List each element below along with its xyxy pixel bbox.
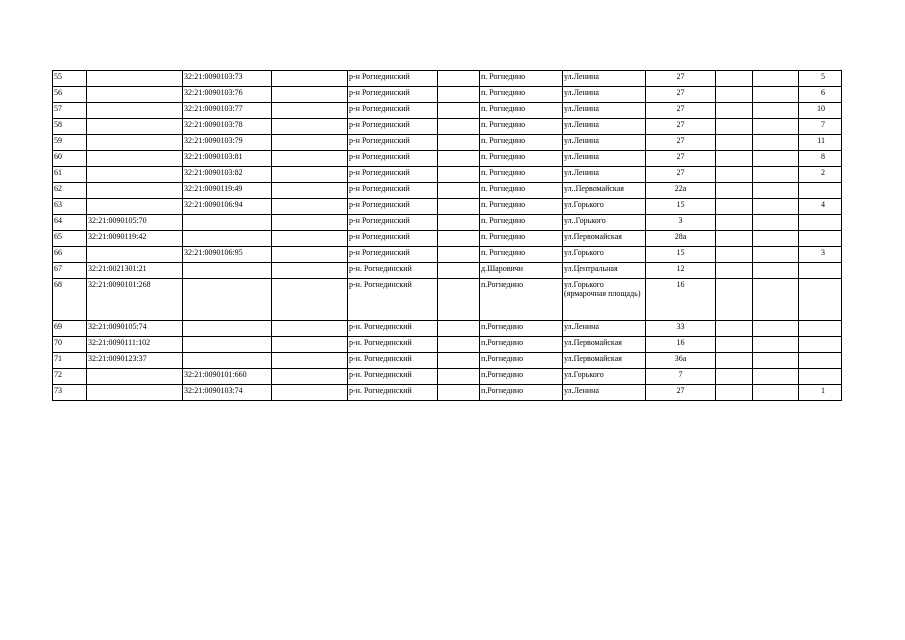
row-number-cell: 67 bbox=[53, 263, 87, 279]
street-cell: ул.Горького bbox=[563, 247, 646, 263]
cadastral-number-object-cell bbox=[183, 279, 272, 321]
apartment-number-cell bbox=[799, 263, 842, 279]
table-row bbox=[53, 183, 842, 199]
table-row bbox=[53, 337, 842, 353]
settlement-cell: д.Шаровичи bbox=[480, 263, 563, 279]
street-cell: ул.Горького bbox=[563, 369, 646, 385]
cadastral-number-land-cell: 32:21:0090111:102 bbox=[87, 337, 183, 353]
cadastral-number-land-cell bbox=[87, 151, 183, 167]
settlement-cell: п. Рогнедино bbox=[480, 199, 563, 215]
empty-cell bbox=[272, 247, 348, 263]
cadastral-number-object-cell: 32:21:0090103:76 bbox=[183, 87, 272, 103]
apartment-number-cell: 5 bbox=[799, 71, 842, 87]
settlement-cell: п.Рогнедино bbox=[480, 279, 563, 321]
street-cell: ул..Горького bbox=[563, 215, 646, 231]
street-cell: ул.Первомайская bbox=[563, 353, 646, 369]
settlement-cell: п. Рогнедино bbox=[480, 103, 563, 119]
cadastral-number-land-cell bbox=[87, 183, 183, 199]
empty-cell bbox=[438, 199, 480, 215]
district-cell: р-н Рогнединский bbox=[348, 119, 438, 135]
district-cell: р-н. Рогнединский bbox=[348, 263, 438, 279]
empty-cell bbox=[272, 215, 348, 231]
empty-cell bbox=[753, 119, 799, 135]
district-cell: р-н Рогнединский bbox=[348, 199, 438, 215]
row-number-cell: 64 bbox=[53, 215, 87, 231]
empty-cell bbox=[716, 135, 753, 151]
empty-cell bbox=[716, 321, 753, 337]
district-cell: р-н Рогнединский bbox=[348, 135, 438, 151]
house-number-cell: 27 bbox=[646, 151, 716, 167]
street-cell: ул.Горького bbox=[563, 199, 646, 215]
street-cell: ул.Ленина bbox=[563, 321, 646, 337]
empty-cell bbox=[272, 337, 348, 353]
settlement-cell: п.Рогнедино bbox=[480, 337, 563, 353]
empty-cell bbox=[753, 385, 799, 401]
street-cell: ул.Ленина bbox=[563, 87, 646, 103]
settlement-cell: п. Рогнедино bbox=[480, 167, 563, 183]
cadastral-number-land-cell bbox=[87, 199, 183, 215]
property-registry-table bbox=[52, 70, 842, 401]
empty-cell bbox=[438, 279, 480, 321]
row-number-cell: 59 bbox=[53, 135, 87, 151]
house-number-cell: 36а bbox=[646, 353, 716, 369]
empty-cell bbox=[272, 369, 348, 385]
cadastral-number-object-cell: 32:21:0090101:660 bbox=[183, 369, 272, 385]
cadastral-number-land-cell: 32:21:0090119:42 bbox=[87, 231, 183, 247]
empty-cell bbox=[716, 369, 753, 385]
district-cell: р-н. Рогнединский bbox=[348, 321, 438, 337]
cadastral-number-object-cell bbox=[183, 353, 272, 369]
empty-cell bbox=[272, 199, 348, 215]
table-row bbox=[53, 135, 842, 151]
empty-cell bbox=[753, 321, 799, 337]
empty-cell bbox=[272, 167, 348, 183]
house-number-cell: 3 bbox=[646, 215, 716, 231]
cadastral-number-object-cell: 32:21:0090103:77 bbox=[183, 103, 272, 119]
empty-cell bbox=[272, 231, 348, 247]
settlement-cell: п.Рогнедино bbox=[480, 369, 563, 385]
house-number-cell: 27 bbox=[646, 103, 716, 119]
empty-cell bbox=[438, 337, 480, 353]
settlement-cell: п.Рогнедино bbox=[480, 353, 563, 369]
empty-cell bbox=[438, 263, 480, 279]
table-row bbox=[53, 247, 842, 263]
settlement-cell: п. Рогнедино bbox=[480, 183, 563, 199]
empty-cell bbox=[753, 231, 799, 247]
empty-cell bbox=[716, 385, 753, 401]
row-number-cell: 57 bbox=[53, 103, 87, 119]
cadastral-number-land-cell: 32:21:0090105:74 bbox=[87, 321, 183, 337]
table-row bbox=[53, 353, 842, 369]
empty-cell bbox=[272, 119, 348, 135]
settlement-cell: п. Рогнедино bbox=[480, 119, 563, 135]
district-cell: р-н Рогнединский bbox=[348, 71, 438, 87]
settlement-cell: п.Рогнедино bbox=[480, 321, 563, 337]
empty-cell bbox=[272, 151, 348, 167]
street-cell: ул.Ленина bbox=[563, 385, 646, 401]
empty-cell bbox=[438, 103, 480, 119]
empty-cell bbox=[716, 87, 753, 103]
apartment-number-cell bbox=[799, 231, 842, 247]
empty-cell bbox=[272, 71, 348, 87]
street-cell: ул.Горького (ярмарочная площадь) bbox=[563, 279, 646, 321]
cadastral-number-object-cell: 32:21:0090103:74 bbox=[183, 385, 272, 401]
empty-cell bbox=[272, 135, 348, 151]
settlement-cell: п. Рогнедино bbox=[480, 71, 563, 87]
house-number-cell: 28а bbox=[646, 231, 716, 247]
row-number-cell: 70 bbox=[53, 337, 87, 353]
apartment-number-cell: 11 bbox=[799, 135, 842, 151]
table-row bbox=[53, 321, 842, 337]
settlement-cell: п. Рогнедино bbox=[480, 87, 563, 103]
district-cell: р-н Рогнединский bbox=[348, 231, 438, 247]
settlement-cell: п. Рогнедино bbox=[480, 135, 563, 151]
empty-cell bbox=[272, 385, 348, 401]
cadastral-number-object-cell: 32:21:0090103:81 bbox=[183, 151, 272, 167]
settlement-cell: п.Рогнедино bbox=[480, 385, 563, 401]
row-number-cell: 56 bbox=[53, 87, 87, 103]
empty-cell bbox=[716, 183, 753, 199]
empty-cell bbox=[272, 279, 348, 321]
table-row bbox=[53, 263, 842, 279]
cadastral-number-land-cell bbox=[87, 119, 183, 135]
empty-cell bbox=[716, 353, 753, 369]
street-cell: ул..Первомайская bbox=[563, 183, 646, 199]
empty-cell bbox=[438, 71, 480, 87]
row-number-cell: 62 bbox=[53, 183, 87, 199]
cadastral-number-land-cell bbox=[87, 135, 183, 151]
empty-cell bbox=[438, 353, 480, 369]
street-cell: ул.Ленина bbox=[563, 119, 646, 135]
table-row bbox=[53, 103, 842, 119]
empty-cell bbox=[272, 183, 348, 199]
cadastral-number-land-cell bbox=[87, 167, 183, 183]
row-number-cell: 66 bbox=[53, 247, 87, 263]
empty-cell bbox=[272, 87, 348, 103]
empty-cell bbox=[753, 263, 799, 279]
street-cell: ул.Первомайская bbox=[563, 337, 646, 353]
empty-cell bbox=[438, 87, 480, 103]
empty-cell bbox=[753, 337, 799, 353]
apartment-number-cell: 3 bbox=[799, 247, 842, 263]
cadastral-number-object-cell bbox=[183, 263, 272, 279]
empty-cell bbox=[438, 369, 480, 385]
apartment-number-cell: 7 bbox=[799, 119, 842, 135]
house-number-cell: 27 bbox=[646, 385, 716, 401]
apartment-number-cell bbox=[799, 337, 842, 353]
cadastral-number-land-cell: 32:21:0090123:37 bbox=[87, 353, 183, 369]
street-cell: ул.Первомайская bbox=[563, 231, 646, 247]
row-number-cell: 58 bbox=[53, 119, 87, 135]
empty-cell bbox=[753, 279, 799, 321]
house-number-cell: 7 bbox=[646, 369, 716, 385]
settlement-cell: п. Рогнедино bbox=[480, 247, 563, 263]
empty-cell bbox=[716, 119, 753, 135]
cadastral-number-land-cell: 32:21:0090101:268 bbox=[87, 279, 183, 321]
empty-cell bbox=[272, 263, 348, 279]
apartment-number-cell bbox=[799, 279, 842, 321]
empty-cell bbox=[716, 71, 753, 87]
cadastral-number-land-cell: 32:21:0021301:21 bbox=[87, 263, 183, 279]
cadastral-number-object-cell bbox=[183, 215, 272, 231]
district-cell: р-н Рогнединский bbox=[348, 247, 438, 263]
cadastral-number-object-cell: 32:21:0090106:94 bbox=[183, 199, 272, 215]
empty-cell bbox=[716, 151, 753, 167]
empty-cell bbox=[716, 231, 753, 247]
table-row bbox=[53, 119, 842, 135]
apartment-number-cell: 10 bbox=[799, 103, 842, 119]
cadastral-number-object-cell: 32:21:0090103:73 bbox=[183, 71, 272, 87]
empty-cell bbox=[716, 247, 753, 263]
street-cell: ул.Ленина bbox=[563, 151, 646, 167]
apartment-number-cell: 2 bbox=[799, 167, 842, 183]
empty-cell bbox=[753, 87, 799, 103]
cadastral-number-object-cell: 32:21:0090119:49 bbox=[183, 183, 272, 199]
empty-cell bbox=[438, 215, 480, 231]
row-number-cell: 73 bbox=[53, 385, 87, 401]
empty-cell bbox=[716, 263, 753, 279]
house-number-cell: 22а bbox=[646, 183, 716, 199]
district-cell: р-н. Рогнединский bbox=[348, 279, 438, 321]
row-number-cell: 72 bbox=[53, 369, 87, 385]
cadastral-number-land-cell bbox=[87, 369, 183, 385]
house-number-cell: 12 bbox=[646, 263, 716, 279]
district-cell: р-н. Рогнединский bbox=[348, 369, 438, 385]
cadastral-number-object-cell bbox=[183, 231, 272, 247]
cadastral-number-object-cell bbox=[183, 321, 272, 337]
row-number-cell: 71 bbox=[53, 353, 87, 369]
apartment-number-cell: 6 bbox=[799, 87, 842, 103]
empty-cell bbox=[753, 151, 799, 167]
empty-cell bbox=[753, 247, 799, 263]
row-number-cell: 68 bbox=[53, 279, 87, 321]
cadastral-number-object-cell: 32:21:0090103:79 bbox=[183, 135, 272, 151]
cadastral-number-land-cell bbox=[87, 103, 183, 119]
empty-cell bbox=[753, 353, 799, 369]
empty-cell bbox=[272, 103, 348, 119]
empty-cell bbox=[753, 183, 799, 199]
apartment-number-cell: 4 bbox=[799, 199, 842, 215]
street-cell: ул.Центральная bbox=[563, 263, 646, 279]
district-cell: р-н Рогнединский bbox=[348, 103, 438, 119]
street-cell: ул.Ленина bbox=[563, 135, 646, 151]
settlement-cell: п. Рогнедино bbox=[480, 231, 563, 247]
house-number-cell: 27 bbox=[646, 87, 716, 103]
cadastral-number-land-cell: 32:21:0090105:70 bbox=[87, 215, 183, 231]
empty-cell bbox=[716, 337, 753, 353]
house-number-cell: 16 bbox=[646, 279, 716, 321]
empty-cell bbox=[753, 135, 799, 151]
empty-cell bbox=[753, 103, 799, 119]
apartment-number-cell bbox=[799, 215, 842, 231]
cadastral-number-object-cell: 32:21:0090103:82 bbox=[183, 167, 272, 183]
district-cell: р-н. Рогнединский bbox=[348, 337, 438, 353]
table-row bbox=[53, 385, 842, 401]
district-cell: р-н Рогнединский bbox=[348, 87, 438, 103]
apartment-number-cell bbox=[799, 183, 842, 199]
empty-cell bbox=[272, 321, 348, 337]
cadastral-number-object-cell: 32:21:0090106:95 bbox=[183, 247, 272, 263]
street-cell: ул.Ленина bbox=[563, 167, 646, 183]
cadastral-number-land-cell bbox=[87, 247, 183, 263]
row-number-cell: 61 bbox=[53, 167, 87, 183]
empty-cell bbox=[438, 385, 480, 401]
cadastral-number-land-cell bbox=[87, 71, 183, 87]
row-number-cell: 63 bbox=[53, 199, 87, 215]
table-row bbox=[53, 151, 842, 167]
row-number-cell: 60 bbox=[53, 151, 87, 167]
apartment-number-cell: 8 bbox=[799, 151, 842, 167]
district-cell: р-н Рогнединский bbox=[348, 167, 438, 183]
house-number-cell: 27 bbox=[646, 71, 716, 87]
apartment-number-cell bbox=[799, 321, 842, 337]
empty-cell bbox=[716, 215, 753, 231]
district-cell: р-н. Рогнединский bbox=[348, 353, 438, 369]
table-row bbox=[53, 71, 842, 87]
empty-cell bbox=[272, 353, 348, 369]
cadastral-number-object-cell bbox=[183, 337, 272, 353]
apartment-number-cell bbox=[799, 353, 842, 369]
street-cell: ул.Ленина bbox=[563, 71, 646, 87]
table-row bbox=[53, 279, 842, 321]
empty-cell bbox=[438, 119, 480, 135]
empty-cell bbox=[753, 369, 799, 385]
empty-cell bbox=[753, 167, 799, 183]
table-row bbox=[53, 231, 842, 247]
cadastral-number-object-cell: 32:21:0090103:78 bbox=[183, 119, 272, 135]
apartment-number-cell: 1 bbox=[799, 385, 842, 401]
empty-cell bbox=[753, 199, 799, 215]
apartment-number-cell bbox=[799, 369, 842, 385]
house-number-cell: 27 bbox=[646, 135, 716, 151]
table-row bbox=[53, 199, 842, 215]
empty-cell bbox=[716, 103, 753, 119]
empty-cell bbox=[438, 321, 480, 337]
empty-cell bbox=[438, 247, 480, 263]
empty-cell bbox=[716, 279, 753, 321]
house-number-cell: 15 bbox=[646, 199, 716, 215]
empty-cell bbox=[716, 199, 753, 215]
district-cell: р-н Рогнединский bbox=[348, 215, 438, 231]
empty-cell bbox=[438, 183, 480, 199]
house-number-cell: 33 bbox=[646, 321, 716, 337]
house-number-cell: 15 bbox=[646, 247, 716, 263]
empty-cell bbox=[753, 71, 799, 87]
registry-body bbox=[53, 71, 842, 401]
empty-cell bbox=[438, 151, 480, 167]
empty-cell bbox=[753, 215, 799, 231]
district-cell: р-н. Рогнединский bbox=[348, 385, 438, 401]
house-number-cell: 27 bbox=[646, 167, 716, 183]
house-number-cell: 16 bbox=[646, 337, 716, 353]
district-cell: р-н Рогнединский bbox=[348, 151, 438, 167]
street-cell: ул.Ленина bbox=[563, 103, 646, 119]
empty-cell bbox=[716, 167, 753, 183]
house-number-cell: 27 bbox=[646, 119, 716, 135]
table-row bbox=[53, 87, 842, 103]
table-row bbox=[53, 167, 842, 183]
empty-cell bbox=[438, 167, 480, 183]
settlement-cell: п. Рогнедино bbox=[480, 151, 563, 167]
table-row bbox=[53, 215, 842, 231]
empty-cell bbox=[438, 135, 480, 151]
row-number-cell: 69 bbox=[53, 321, 87, 337]
row-number-cell: 65 bbox=[53, 231, 87, 247]
empty-cell bbox=[438, 231, 480, 247]
settlement-cell: п. Рогнедино bbox=[480, 215, 563, 231]
cadastral-number-land-cell bbox=[87, 385, 183, 401]
table-row bbox=[53, 369, 842, 385]
row-number-cell: 55 bbox=[53, 71, 87, 87]
cadastral-number-land-cell bbox=[87, 87, 183, 103]
district-cell: р-н Рогнединский bbox=[348, 183, 438, 199]
